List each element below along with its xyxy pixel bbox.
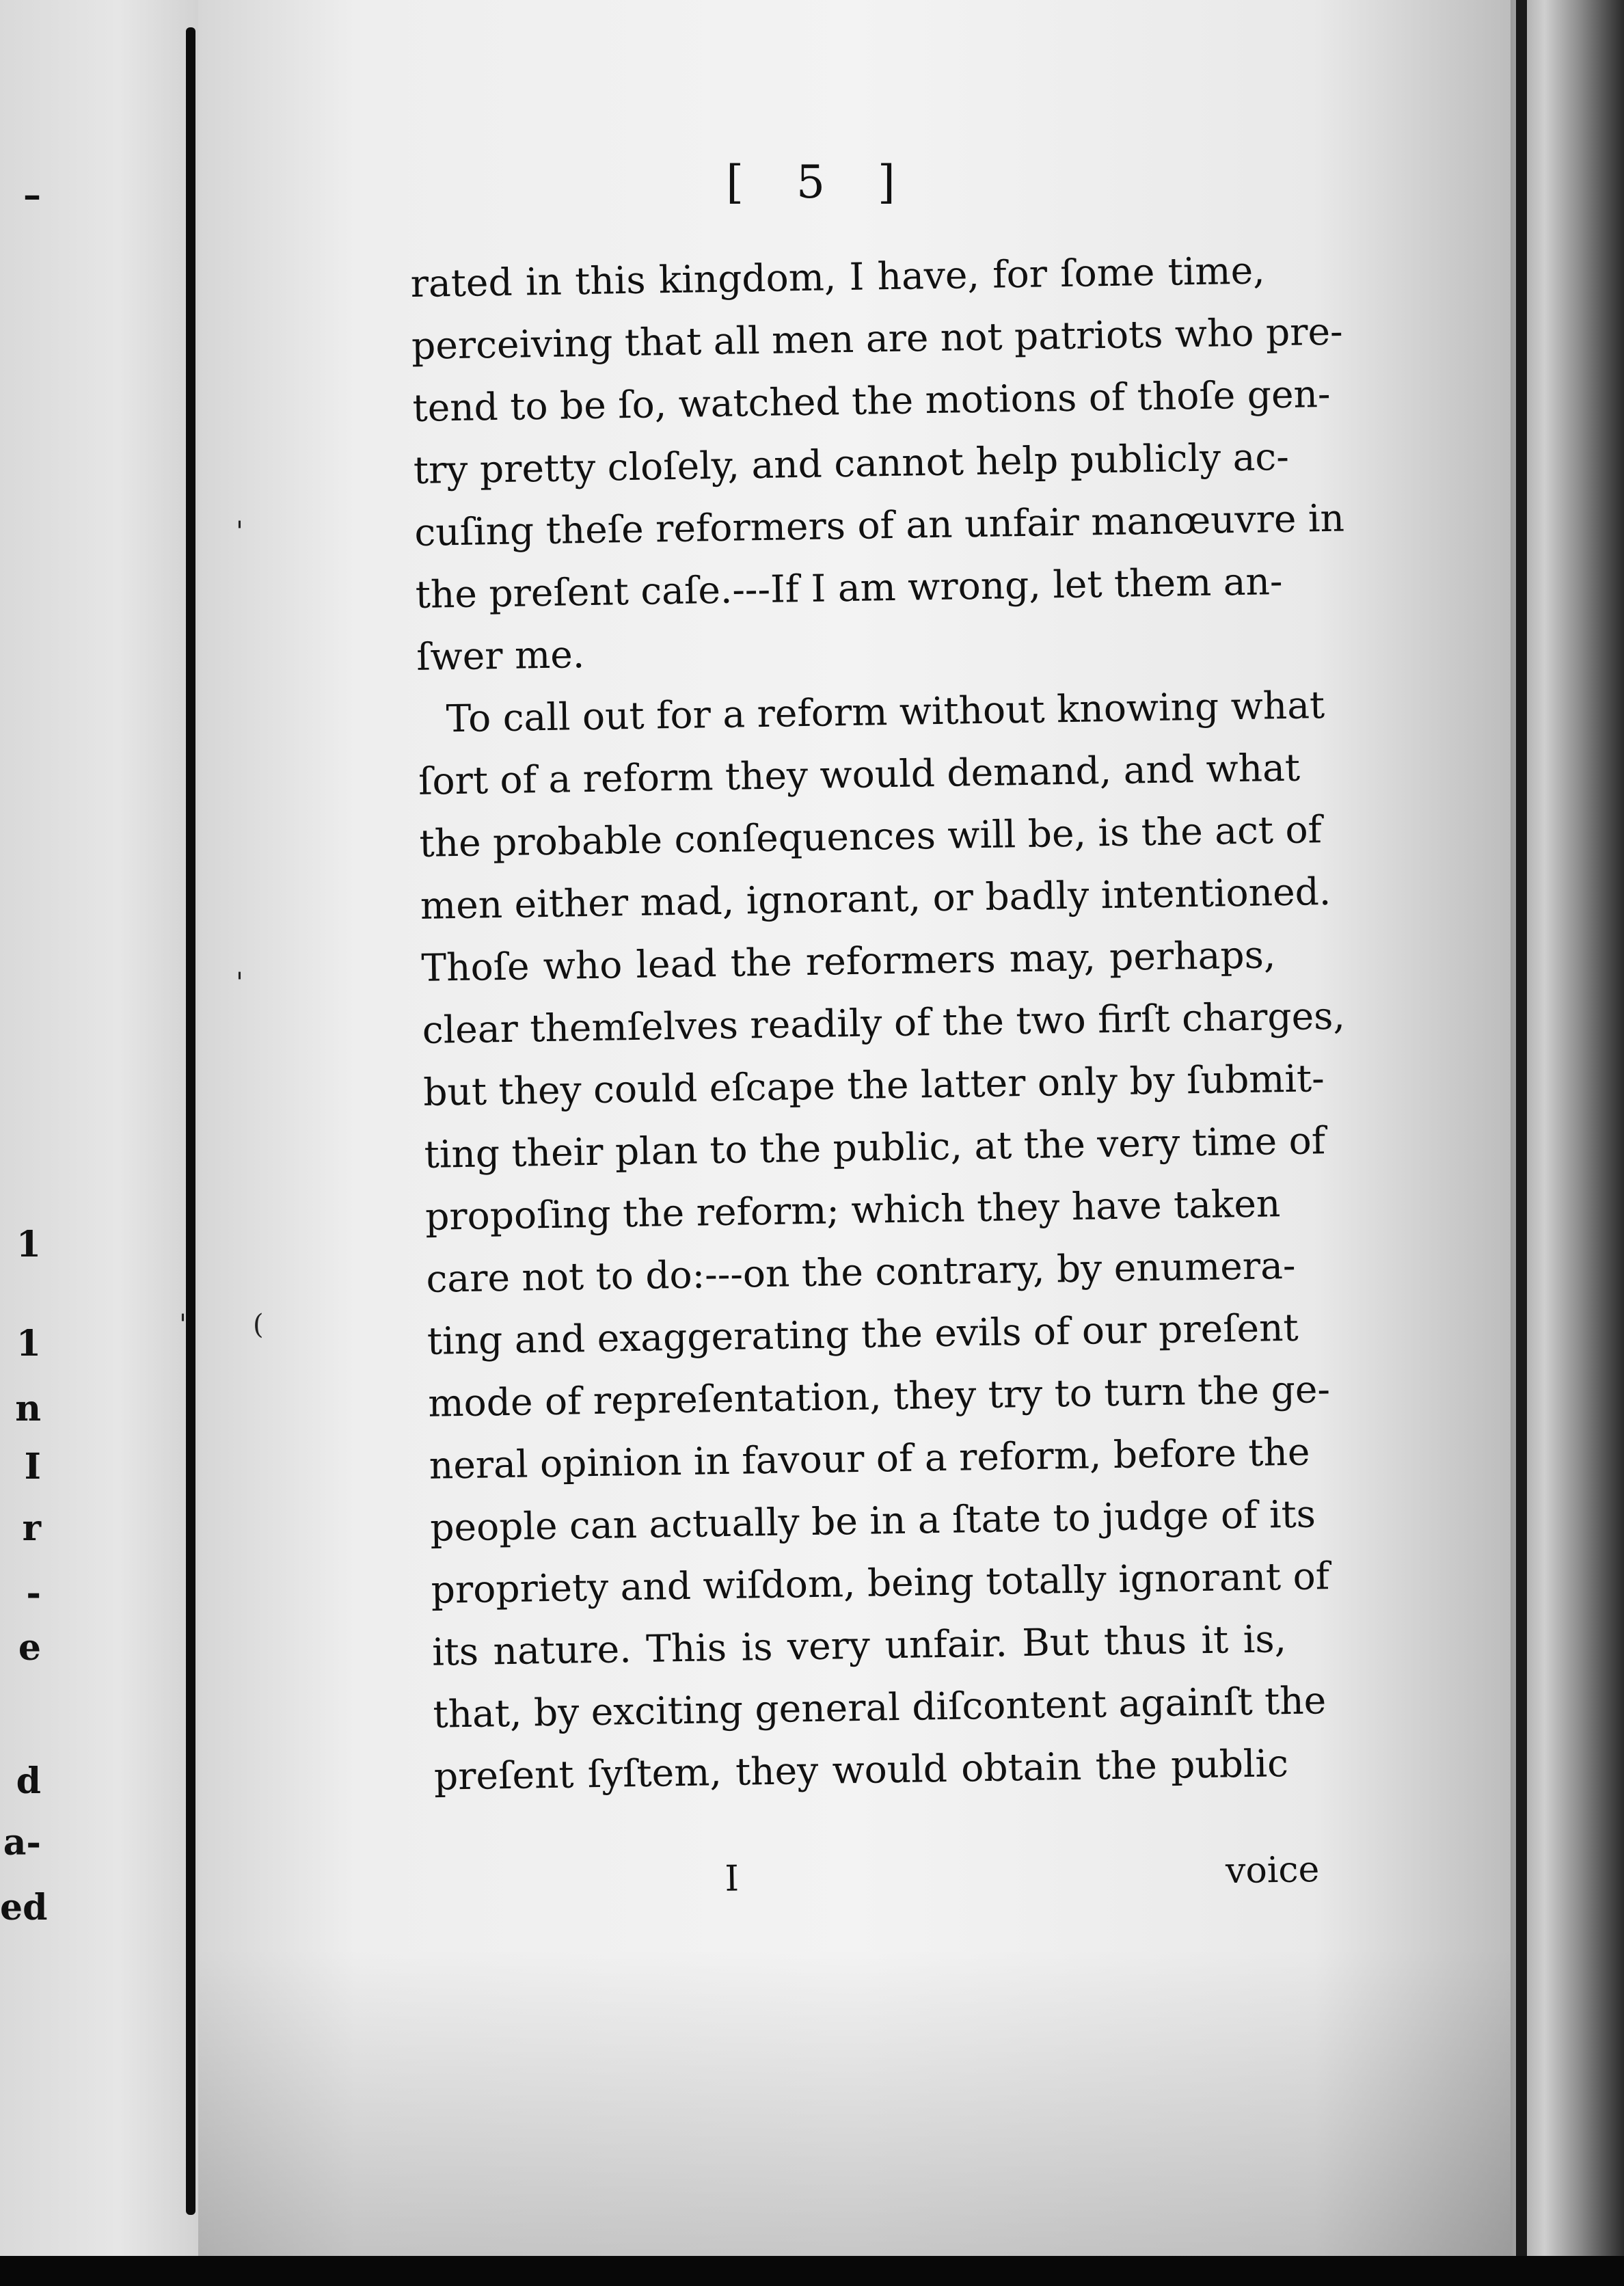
left-page-edge — [0, 0, 198, 2270]
text-line: propriety and wiſdom, being totally ignorant of — [431, 1554, 1330, 1612]
text-line: people can actually be in a ſtate to judge of its — [429, 1492, 1316, 1550]
stray-mark: ' — [236, 516, 243, 548]
text-line: ſwer me. — [416, 632, 585, 679]
text-line: rated in this kingdom, I have, for ſome time, — [410, 248, 1266, 306]
text-line: ting and exaggerating the evils of our preſent — [427, 1305, 1299, 1363]
text-line: the probable conſequences will be, is the act of — [419, 807, 1323, 865]
gutter-shadow-line — [186, 27, 195, 2215]
text-line: preſent ſyſtem, they would obtain the public — [433, 1741, 1289, 1799]
text-line: its nature. This is very unfair. But thus it is, — [431, 1617, 1287, 1674]
left-margin-fragment: e — [18, 1627, 41, 1669]
page-number: [ 5 ] — [726, 156, 915, 209]
left-margin-fragment: - — [26, 1572, 41, 1614]
left-margin-fragment: ed — [0, 1887, 48, 1928]
text-line: Thoſe who lead the reformers may, perhaps, — [420, 932, 1276, 990]
text-line: ſort of a reform they would demand, and what — [418, 745, 1301, 803]
text-line: that, by exciting general diſcontent againſt the — [433, 1678, 1327, 1736]
page-bottom-shadow — [198, 1948, 1511, 2256]
text-line: but they could eſcape the latter only by ſubmit- — [422, 1056, 1325, 1114]
left-margin-fragment: d — [16, 1760, 41, 1802]
text-line: clear themſelves readily of the two firſt charges, — [422, 993, 1346, 1052]
text-line: the preſent caſe.---If I am wrong, let them an- — [415, 559, 1283, 617]
catchword: voice — [1225, 1849, 1320, 1892]
right-page-edge — [1511, 0, 1624, 2286]
left-margin-fragment: – — [23, 174, 41, 216]
paragraph-start-line: To call out for a reform without knowing what — [446, 683, 1325, 741]
left-margin-fragment: a- — [3, 1822, 41, 1864]
left-margin-fragment: 1 — [16, 1323, 41, 1364]
signature-mark: I — [724, 1858, 740, 1900]
text-line: try pretty cloſely, and cannot help publicly ac- — [413, 434, 1290, 492]
text-line: tend to be ſo, watched the motions of thoſe gen- — [412, 371, 1331, 430]
stray-mark: ( — [253, 1309, 264, 1341]
text-line: care not to do:---on the contrary, by enumera- — [426, 1243, 1296, 1301]
text-line: propoſing the reform; which they have taken — [424, 1181, 1281, 1239]
text-line: mode of repreſentation, they try to turn the ge- — [427, 1367, 1331, 1425]
text-line: neral opinion in favour of a reform, before the — [429, 1429, 1310, 1488]
text-line: ting their plan to the public, at the very time of — [424, 1118, 1326, 1176]
left-margin-fragment: 1 — [16, 1224, 41, 1265]
text-line: men either mad, ignorant, or badly intentioned. — [420, 869, 1331, 928]
left-margin-fragment: n — [15, 1388, 41, 1429]
scan-bottom-border — [0, 2256, 1624, 2286]
left-margin-fragment: r — [22, 1507, 41, 1549]
left-margin-fragment: I — [24, 1446, 41, 1488]
stray-mark: ' — [236, 967, 243, 999]
stray-mark: ' — [179, 1309, 187, 1341]
body-text — [410, 239, 1346, 1808]
text-line: cuſing theſe reformers of an unfair manœuvre in — [414, 496, 1345, 554]
right-edge-shadow-line — [1516, 0, 1527, 2256]
text-line: perceiving that all men are not patriots who pre- — [411, 309, 1344, 368]
